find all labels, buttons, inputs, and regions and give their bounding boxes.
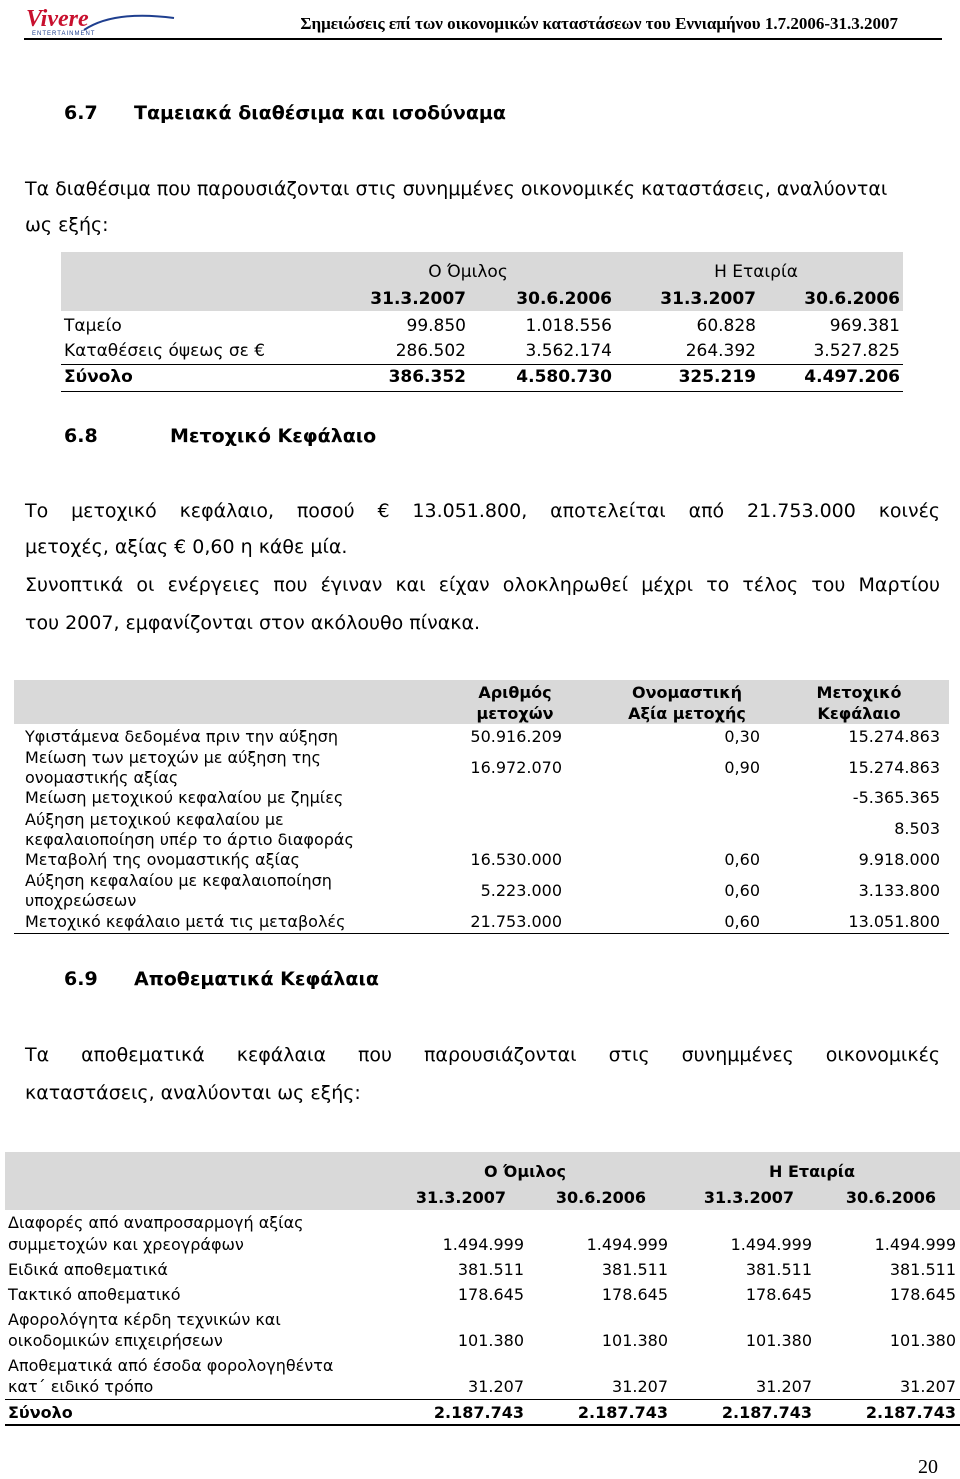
section-title: Αποθεματικά Κεφάλαια [134,968,379,990]
logo-wordmark: Vivere [26,6,89,32]
header-divider [24,38,942,40]
column-group-header: Ο Όμιλος [428,262,508,282]
column-header: μετοχών [476,704,554,723]
table-cell: 1.494.999 [442,1235,524,1254]
intro-line: ως εξής: [25,214,109,236]
column-header: 30.6.2006 [804,289,900,309]
row-label: Διαφορές από αναπροσαρμογή αξίας [8,1213,304,1232]
logo-graphic [24,6,178,36]
table-cell: 101.380 [745,1331,812,1350]
row-label: Αύξηση μετοχικού κεφαλαίου με [25,810,284,829]
column-header: 30.6.2006 [516,289,612,309]
row-label: Σύνολο [64,367,133,387]
table-cell: 2.187.743 [721,1403,812,1422]
table-cell: 101.380 [601,1331,668,1350]
table-cell: 21.753.000 [470,912,562,931]
paragraph-line: του 2007, εμφανίζονται στον ακόλουθο πίνακα. [25,612,481,634]
table-cell: 381.511 [889,1260,956,1279]
paragraph-line: Το μετοχικό κεφάλαιο, ποσού € 13.051.800, αποτελείται από 21.753.000 κοινές [25,500,940,522]
table-cell: 386.352 [388,367,466,387]
column-header: Ονομαστική [632,683,742,702]
column-header: 30.6.2006 [555,1188,646,1207]
table-cell: 16.972.070 [470,758,562,777]
table-cell: 50.916.209 [470,727,562,746]
row-label: Καταθέσεις όψεως σε € [64,341,266,361]
column-header: 31.3.2007 [415,1188,506,1207]
intro-line: Τα αποθεματικά κεφάλαια που παρουσιάζονται στις συνημμένες οικονομικές [25,1044,940,1066]
table-cell: 969.381 [829,316,900,336]
section-number: 6.8 [64,425,98,447]
column-header: Αριθμός [478,683,552,702]
table-cell: 286.502 [395,341,466,361]
row-divider [61,364,903,365]
table-cell: 2.187.743 [865,1403,956,1422]
document-header-title: Σημειώσεις επί των οικονομικών καταστάσεων του Εννιαμήνου 1.7.2006-31.3.2007 [300,14,898,33]
table-cell: 3.562.174 [525,341,612,361]
table-cell: 16.530.000 [470,850,562,869]
column-group-header: Η Εταιρία [714,262,798,282]
table-cell: 101.380 [457,1331,524,1350]
table-cell: 381.511 [601,1260,668,1279]
page-number: 20 [918,1456,938,1478]
table-cell: 31.207 [468,1377,524,1396]
paragraph-line: Συνοπτικά οι ενέργειες που έγιναν και είχαν ολοκληρωθεί μέχρι το τέλος του Μαρτίου [25,574,940,596]
row-label: Μείωση μετοχικού κεφαλαίου με ζημίες [25,788,344,807]
table-cell: 1.494.999 [874,1235,956,1254]
column-header: Αξία μετοχής [628,704,746,723]
row-label: Ταμείο [64,316,122,336]
logo-tagline: ENTERTAINMENT [32,31,96,36]
table-cell: 0,90 [724,758,760,777]
table-cell: 5.223.000 [480,881,562,900]
table-cell: 264.392 [685,341,756,361]
table-cell: 31.207 [612,1377,668,1396]
section-heading-6-8 [64,425,376,447]
row-label: κεφαλαιοποίηση υπέρ το άρτιο διαφοράς [25,830,354,849]
intro-line: Τα διαθέσιμα που παρουσιάζονται στις συνημμένες οικονομικές καταστάσεις, αναλύονται [25,178,888,200]
table-cell: 381.511 [745,1260,812,1279]
section-heading-6-9 [64,968,379,990]
table-cell: 0,30 [724,727,760,746]
table-cell: 31.207 [900,1377,956,1396]
row-label: Ειδικά αποθεματικά [8,1260,168,1279]
table-cell: 1.494.999 [730,1235,812,1254]
table-cell: 4.580.730 [516,367,612,387]
table-bottom-rule [61,391,903,392]
section-title: Μετοχικό Κεφάλαιο [170,425,377,447]
table-cell: 3.527.825 [813,341,900,361]
table-cell: 1.018.556 [525,316,612,336]
table-cell: 178.645 [889,1285,956,1304]
table-cell: 3.133.800 [858,881,940,900]
column-header: 31.3.2007 [370,289,466,309]
table-cell: 178.645 [601,1285,668,1304]
row-label: Μεταβολή της ονομαστικής αξίας [25,850,300,869]
column-header: Μετοχικό [816,683,902,702]
row-label: συμμετοχών και χρεογράφων [8,1235,244,1254]
section-heading-6-7 [64,102,506,124]
table-cell: 1.494.999 [586,1235,668,1254]
table-cell: 60.828 [696,316,756,336]
table-cell: 0,60 [724,912,760,931]
row-label: οικοδομικών επιχειρήσεων [8,1331,223,1350]
row-label: κατ΄ ειδικό τρόπο [8,1377,154,1396]
row-label: Μείωση των μετοχών με αύξηση της [25,748,321,767]
intro-line: καταστάσεις, αναλύονται ως εξής: [25,1082,361,1104]
row-label: Αποθεματικά από έσοδα φορολογηθέντα [8,1356,334,1375]
table-cell: 2.187.743 [577,1403,668,1422]
table-cell: 0,60 [724,881,760,900]
table-cell: 381.511 [457,1260,524,1279]
table-cell: -5.365.365 [852,788,940,807]
row-label: Μετοχικό κεφάλαιο μετά τις μεταβολές [25,912,346,931]
section-number: 6.9 [64,968,98,990]
table-cell: 15.274.863 [848,727,940,746]
table-cell: 15.274.863 [848,758,940,777]
row-label: Τακτικό αποθεματικό [8,1285,181,1304]
table-bottom-rule [5,1424,960,1426]
table-cell: 178.645 [457,1285,524,1304]
table-cell: 4.497.206 [804,367,900,387]
row-divider [5,1399,960,1400]
column-header: 31.3.2007 [703,1188,794,1207]
section-title: Ταμειακά διαθέσιμα και ισοδύναμα [134,102,506,124]
row-label: Υφιστάμενα δεδομένα πριν την αύξηση [25,727,339,746]
row-label: Σύνολο [8,1403,73,1422]
company-logo [24,6,178,36]
table-cell: 0,60 [724,850,760,869]
section-number: 6.7 [64,102,98,124]
row-label: ονομαστικής αξίας [25,768,179,787]
row-label: υποχρεώσεων [25,891,137,910]
column-header: Κεφάλαιο [817,704,901,723]
table-cell: 99.850 [406,316,466,336]
table-cell: 8.503 [894,819,940,838]
table-cell: 101.380 [889,1331,956,1350]
table-cell: 2.187.743 [433,1403,524,1422]
row-label: Αύξηση κεφαλαίου με κεφαλαιοποίηση [25,871,332,890]
paragraph-line: μετοχές, αξίας € 0,60 η κάθε μία. [25,536,348,558]
table-cell: 31.207 [756,1377,812,1396]
column-header: 31.3.2007 [660,289,756,309]
column-group-header: Η Εταιρία [768,1162,855,1181]
table-cell: 325.219 [678,367,756,387]
table-bottom-rule [14,933,949,934]
table-cell: 13.051.800 [848,912,940,931]
column-group-header: Ο Όμιλος [483,1162,567,1181]
table-cell: 178.645 [745,1285,812,1304]
column-header: 30.6.2006 [845,1188,936,1207]
row-label: Αφορολόγητα κέρδη τεχνικών και [8,1310,281,1329]
table-cell: 9.918.000 [858,850,940,869]
